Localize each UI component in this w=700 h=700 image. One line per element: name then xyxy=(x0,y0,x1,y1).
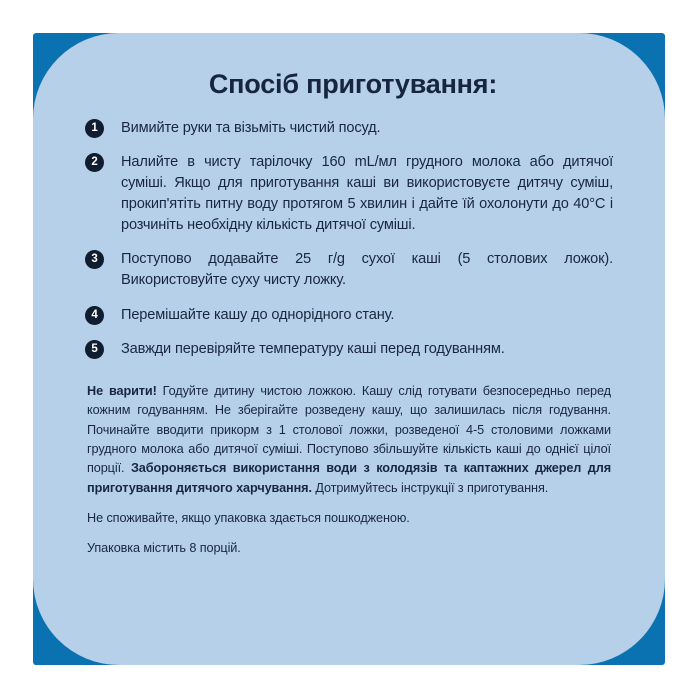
note-paragraph-main xyxy=(87,382,611,498)
note-paragraph-portions: Упаковка містить 8 порцій. xyxy=(87,541,241,556)
step-number-badge: 3 xyxy=(85,250,104,269)
note-text-part-1: Годуйте дитину чистою ложкою. Кашу слід готувати безпосередньо перед кожним годуванням. Не зберігайте розведену кашу, що залишилась після годування. Починайте вводити прикорм з 1 столової ложки, розведеної 4-5 столовими ложками грудного молока або дитячої суміші. Поступово збільшуйте кількість каші до однієї цілої порції. xyxy=(87,384,611,476)
step-text: Завжди перевіряйте температуру каші перед годуванням. xyxy=(121,341,505,358)
list-item xyxy=(85,118,613,139)
notes-section xyxy=(85,382,613,558)
note-paragraph-damaged-pack: Не споживайте, якщо упаковка здається пошкодженою. xyxy=(87,510,410,525)
step-number-badge: 1 xyxy=(85,119,104,138)
list-item xyxy=(85,305,613,326)
list-item xyxy=(85,339,613,360)
step-number-badge: 4 xyxy=(85,306,104,325)
step-number-badge: 5 xyxy=(85,340,104,359)
steps-list xyxy=(85,118,613,360)
step-text: Налийте в чисту тарілочку 160 mL/мл грудного молока або дитячої суміші. Якщо для приготування каші ви використовуєте дитячу суміш, прокип'ятіть питну воду протягом 5 хвилин і дайте їй охолонути до 40°C і розчиніть необхідну кількість дитячої суміші. xyxy=(121,154,613,233)
step-text: Перемішайте кашу до однорідного стану. xyxy=(121,306,395,323)
list-item xyxy=(85,152,613,235)
panel-content xyxy=(33,33,665,665)
note-text-bold: Забороняється використання води з колодязів та каптажних джерел для приготування дитячого харчування. xyxy=(87,461,612,495)
page-title: Спосіб приготування: xyxy=(208,69,498,99)
step-number-badge: 2 xyxy=(85,153,104,172)
step-text: Вимийте руки та візьміть чистий посуд. xyxy=(121,119,381,136)
warning-lead: Не варити! xyxy=(87,384,157,399)
list-item xyxy=(85,249,613,290)
note-text-part-2: Дотримуйтесь інструкції з приготування. xyxy=(311,480,549,495)
step-text: Поступово додавайте 25 г/g сухої каші (5 столових ложок). Використовуйте суху чисту ложку. xyxy=(121,251,613,288)
instructions-panel xyxy=(33,33,665,665)
